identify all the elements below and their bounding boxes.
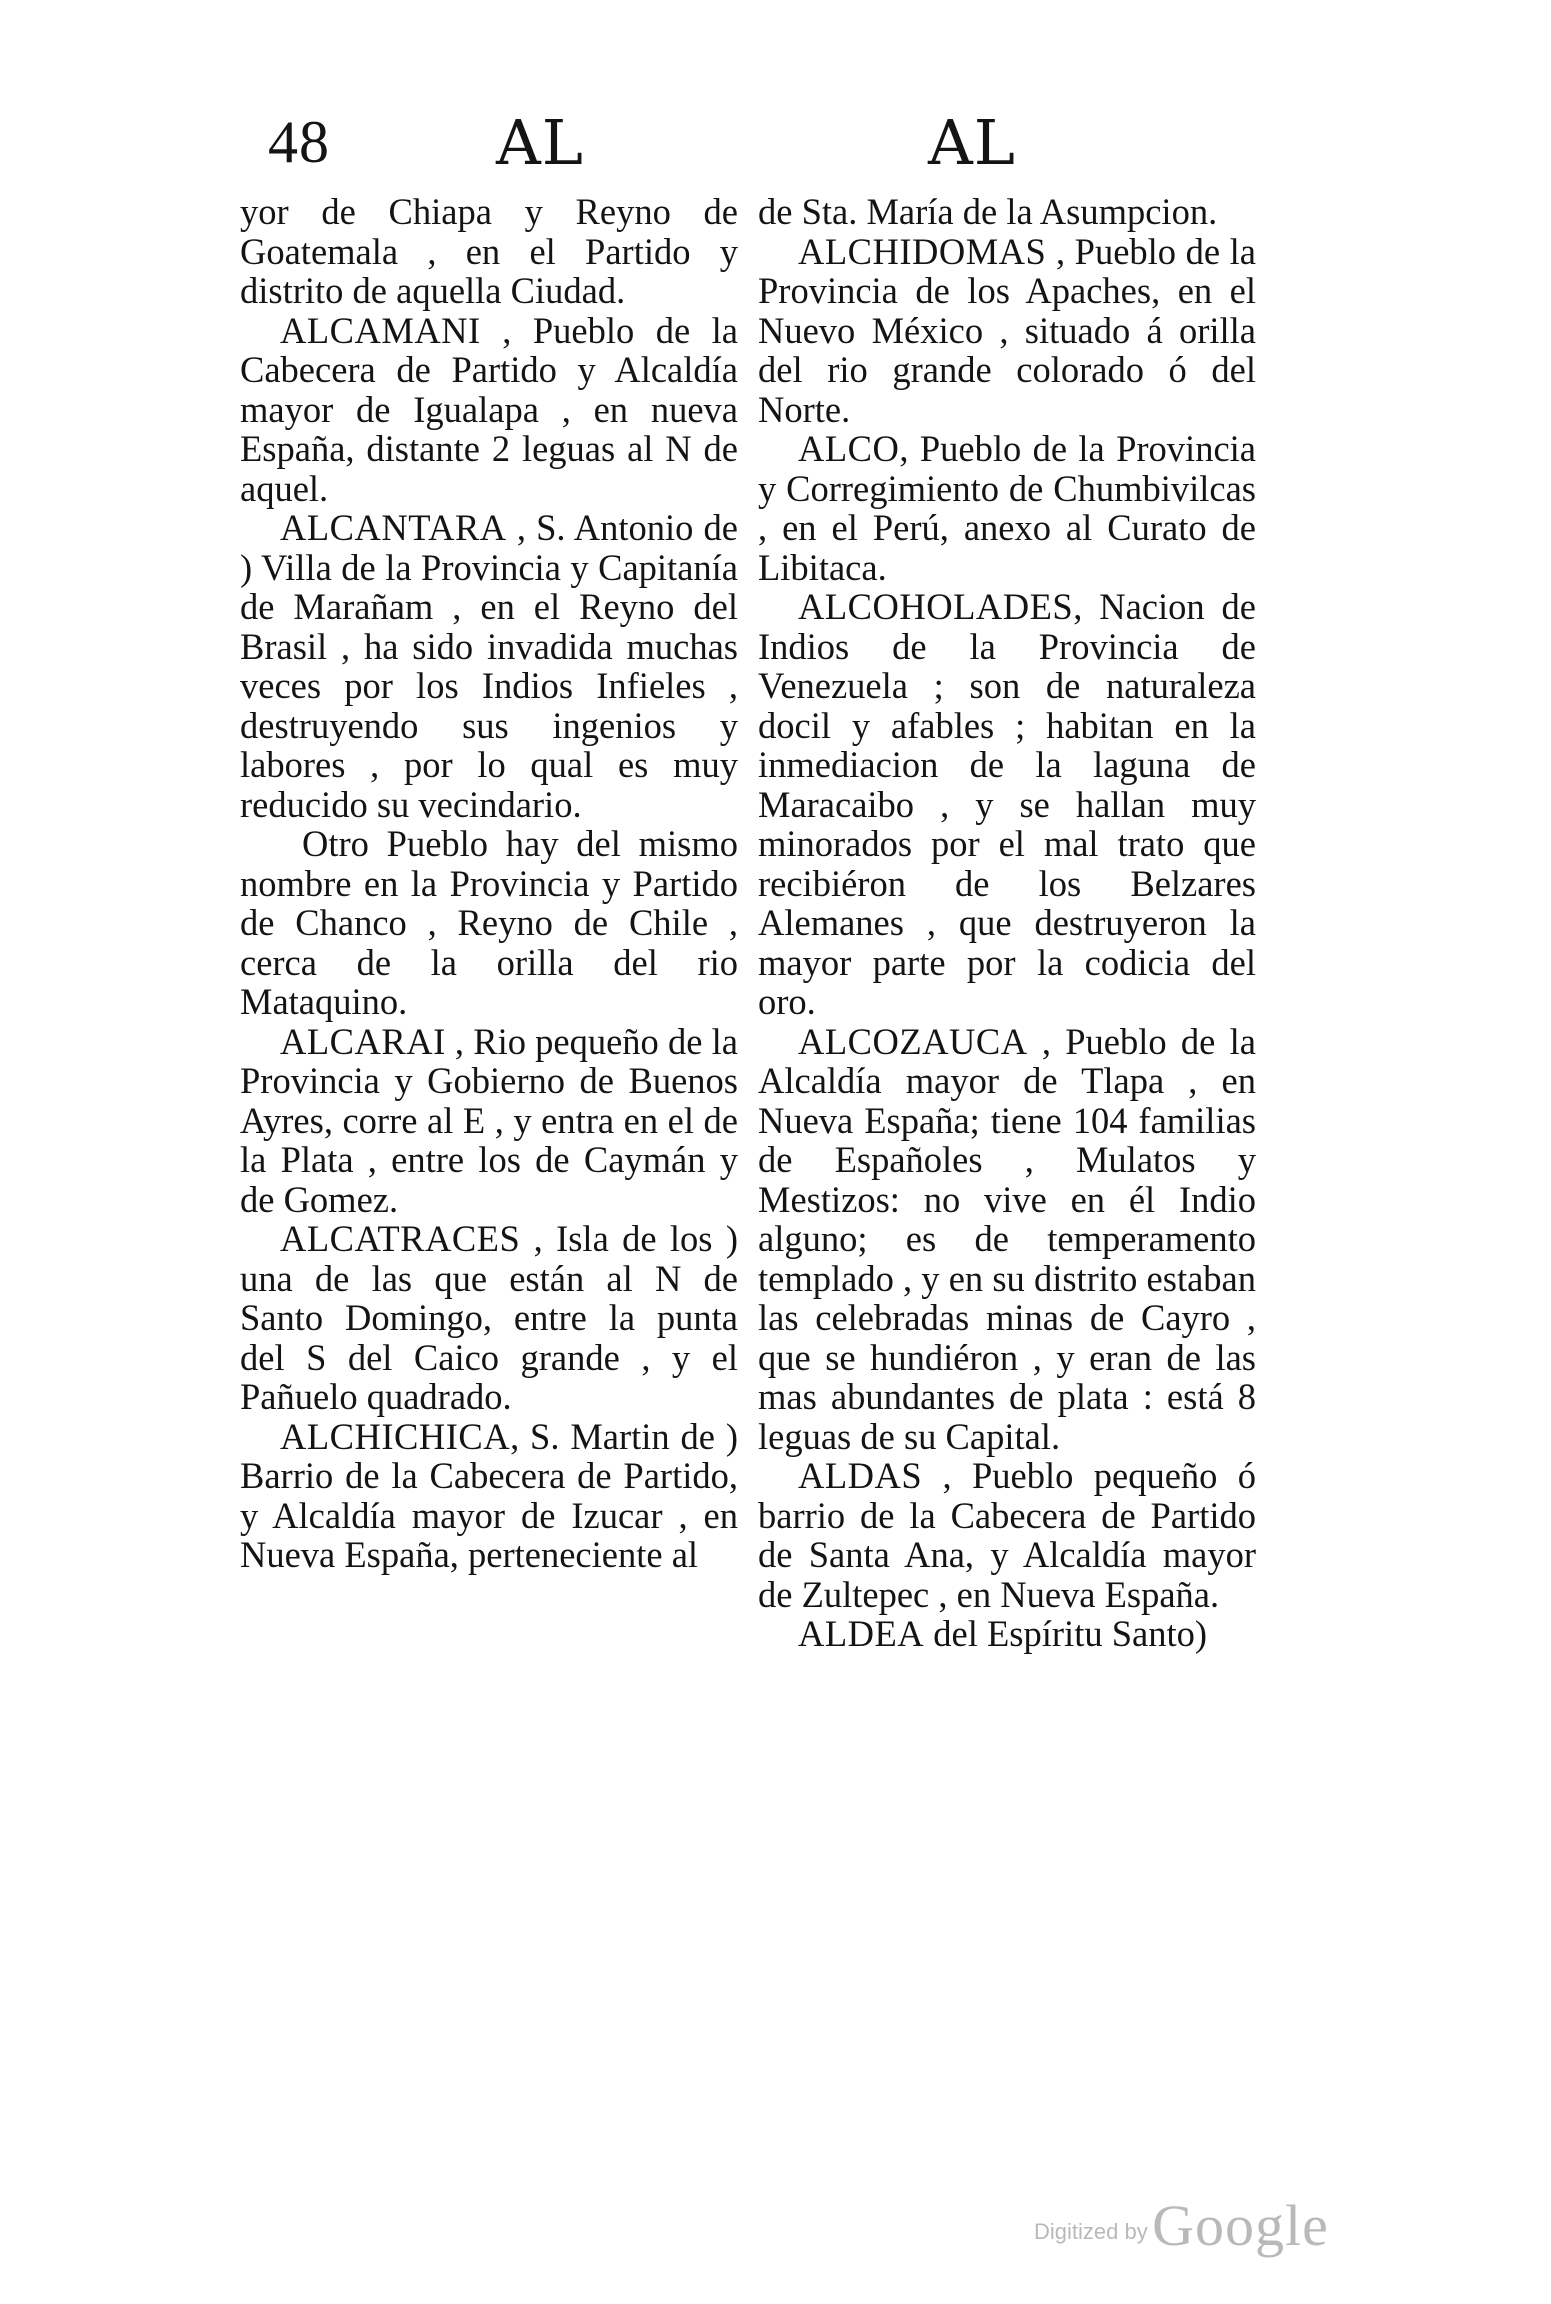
dictionary-entry <box>240 1022 738 1220</box>
dictionary-entry <box>758 1614 1256 1654</box>
entry-headword: ALDEA <box>798 1613 925 1654</box>
dictionary-entry <box>240 508 738 824</box>
right-text-column <box>758 192 1256 1654</box>
entry-text: , Pueblo de la Provincia de los Apaches, en el Nuevo México , situado á orilla del rio grande colorado ó del Norte. <box>758 230 1256 430</box>
entry-text: , Pueblo de la Cabecera de Partido y Alcaldía mayor de Igualapa , en nueva España, distante 2 leguas al N de aquel. <box>240 309 738 509</box>
entry-headword: ALCOZAUCA <box>798 1020 1028 1062</box>
entry-text: , S. Antonio de ) Villa de la Provincia y Capitanía de Marañam , en el Reyno del Brasil , ha sido invadida muchas veces por los Indios Infieles , destruyendo sus ingenios y labores , por lo qual es muy reducido su vecindario. <box>240 507 738 825</box>
entry-text: Otro Pueblo hay del mismo nombre en la Provincia y Partido de Chanco , Reyno de Chile , cerca de la orilla del rio Mataquino. <box>240 823 738 1022</box>
entry-text: , Pueblo de la Alcaldía mayor de Tlapa , en Nueva España; tiene 104 familias de Españoles , Mulatos y Mestizos: no vive en él Indio alguno; es de temperamento templado , y en su distrito estaban las celebradas minas de Cayro , que se hundiéron , y eran de las mas abundantes de plata : está 8 leguas de su Capital. <box>758 1020 1256 1457</box>
entry-headword: ALDAS <box>798 1455 923 1496</box>
left-text-column <box>240 192 738 1575</box>
entry-headword: ALCAMANI <box>280 309 481 351</box>
entry-note <box>240 824 738 1022</box>
entry-headword: ALCARAI <box>280 1020 446 1062</box>
entry-headword: ALCANTARA <box>280 507 507 548</box>
dictionary-entry <box>758 587 1256 1022</box>
digitized-by-google-watermark <box>1034 2192 1329 2259</box>
watermark-prefix: Digitized by <box>1034 2219 1148 2244</box>
entry-text: , Rio pequeño de la Provincia y Gobierno de Buenos Ayres, corre al E , y entra en el de la Plata , entre los de Caymán y de Gomez. <box>240 1020 738 1220</box>
entry-headword: ALCOHOLADES <box>798 586 1074 627</box>
dictionary-entry <box>758 1456 1256 1614</box>
entry-continuation <box>758 192 1256 232</box>
entry-text: , Isla de los ) una de las que están al N de Santo Domingo, entre la punta del S del Caico grande , y el Pañuelo quadrado. <box>240 1218 738 1417</box>
entry-headword: ALCO <box>798 428 900 469</box>
entry-continuation <box>240 192 738 311</box>
dictionary-entry <box>240 311 738 509</box>
dictionary-entry <box>758 429 1256 587</box>
entry-text: de Sta. María de la Asumpcion. <box>758 191 1218 232</box>
entry-text: , Pueblo pequeño ó barrio de la Cabecera de Partido de Santa Ana, y Alcaldía mayor de Zultepec , en Nueva España. <box>758 1455 1256 1615</box>
dictionary-entry <box>758 232 1256 430</box>
entry-text: , S. Martin de ) Barrio de la Cabecera de Partido, y Alcaldía mayor de Izucar , en Nueva España, perteneciente al <box>240 1415 738 1575</box>
page-number: 48 <box>268 109 330 175</box>
entry-headword: ALCHIDOMAS <box>798 230 1047 272</box>
entry-text: yor de Chiapa y Reyno de Goatemala , en el Partido y distrito de aquella Ciudad. <box>240 191 738 311</box>
entry-text: , Nacion de Indios de la Provincia de Venezuela ; son de naturaleza docil y afables ; habitan en la inmediacion de la laguna de Maracaibo , y se hallan muy minorados por el mal trato que recibiéron de los Belzares Alemanes , que destruyeron la mayor parte por la codicia del oro. <box>758 586 1256 1022</box>
dictionary-entry <box>240 1219 738 1417</box>
entry-headword: ALCHICHICA <box>280 1415 511 1457</box>
dictionary-entry <box>758 1022 1256 1457</box>
google-wordmark: Google <box>1152 2193 1329 2258</box>
left-running-head: AL <box>496 106 584 179</box>
entry-headword: ALCATRACES <box>280 1218 521 1259</box>
entry-text: , Pueblo de la Provincia y Corregimiento de Chumbivilcas , en el Perú, anexo al Curato de Libitaca. <box>758 428 1256 588</box>
dictionary-entry <box>240 1417 738 1575</box>
entry-text: del Espíritu Santo) <box>924 1613 1208 1654</box>
right-running-head: AL <box>928 106 1016 179</box>
